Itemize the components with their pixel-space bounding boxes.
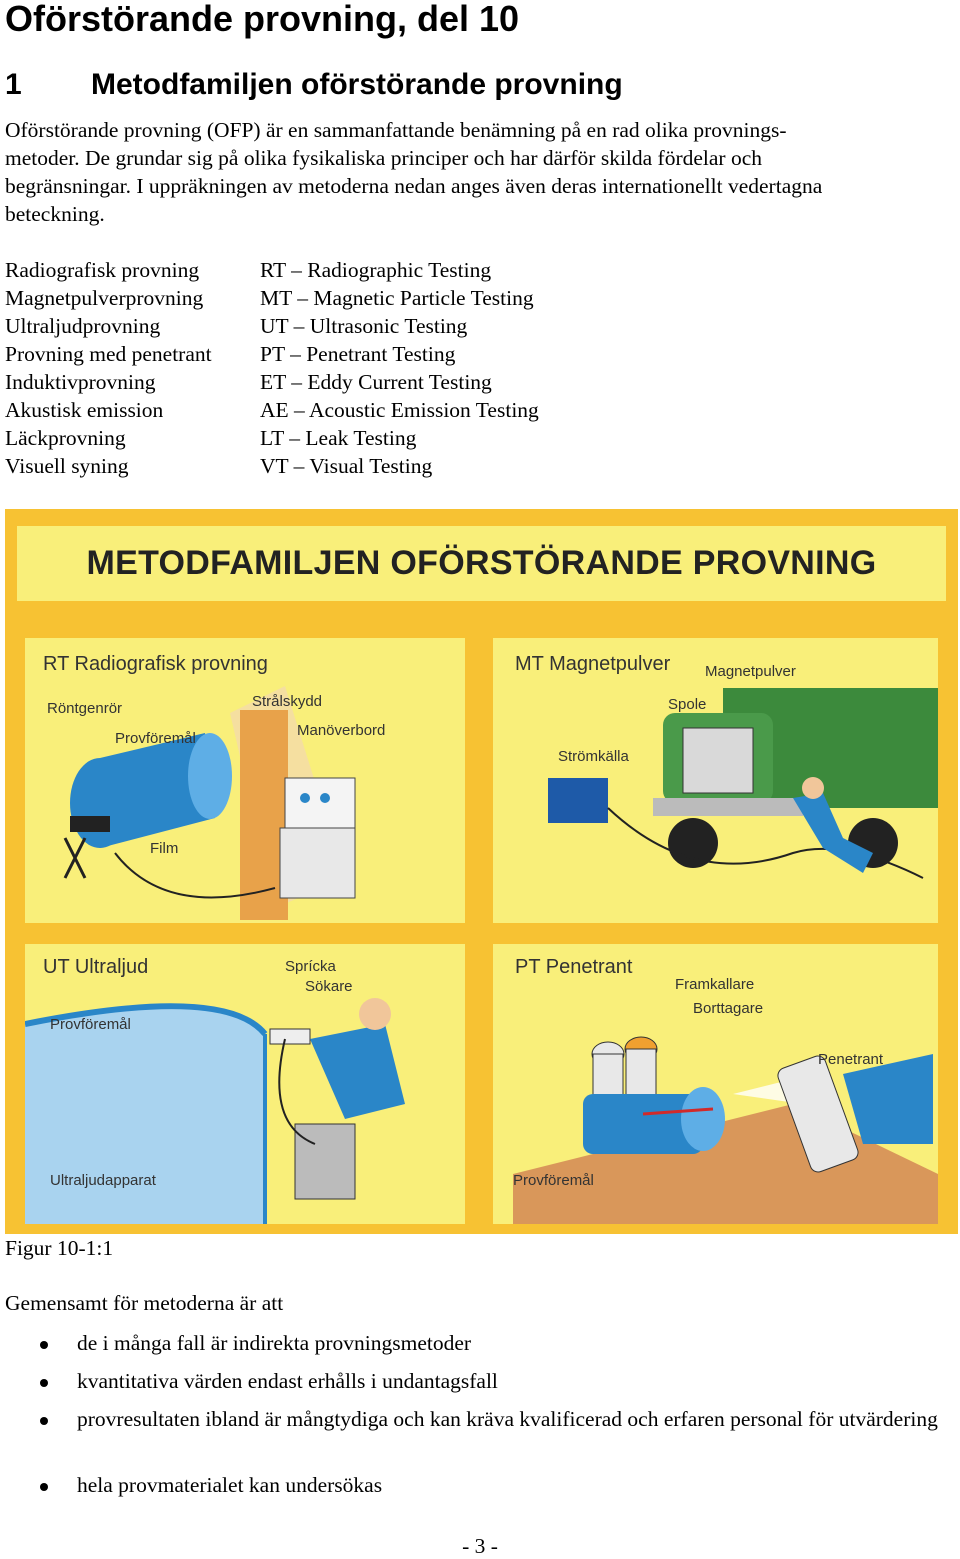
- figure-heading-text: METODFAMILJEN OFÖRSTÖRANDE PROVNING: [86, 544, 877, 582]
- mt-label: Magnetpulver: [705, 663, 796, 680]
- method-english: UT – Ultrasonic Testing: [260, 314, 468, 338]
- pt-panel: [493, 944, 938, 1224]
- rt-title: RT Radiografisk provning: [43, 653, 268, 675]
- section-number: 1: [5, 68, 22, 101]
- ut-label: Provföremål: [50, 1016, 131, 1033]
- intro-line: Oförstörande provning (OFP) är en sammanfattande benämning på en rad olika provnings-: [5, 118, 787, 142]
- section-title: Metodfamiljen oförstörande provning: [91, 68, 623, 101]
- mt-panel: [493, 638, 938, 923]
- bullet-dot: [40, 1483, 48, 1491]
- method-swedish: Induktivprovning: [5, 370, 156, 394]
- method-swedish: Radiografisk provning: [5, 258, 200, 282]
- bullet-dot: [40, 1379, 48, 1387]
- method-swedish: Ultraljudprovning: [5, 314, 161, 338]
- method-swedish: Visuell syning: [5, 454, 129, 478]
- method-english: RT – Radiographic Testing: [260, 258, 492, 282]
- method-swedish: Akustisk emission: [5, 398, 164, 422]
- bullet-text: de i många fall är indirekta provningsmetoder: [77, 1331, 472, 1355]
- intro-line: beteckning.: [5, 202, 105, 226]
- pt-label: Provföremål: [513, 1172, 594, 1189]
- rt-label: Röntgenrör: [47, 700, 123, 717]
- bullet-text: kvantitativa värden endast erhålls i undantagsfall: [77, 1369, 498, 1393]
- document-title: Oförstörande provning, del 10: [5, 0, 520, 39]
- ut-title: UT Ultraljud: [43, 956, 149, 978]
- intro-paragraph: [5, 116, 950, 228]
- mt-illustration: [493, 638, 938, 923]
- mt-label: Spole: [668, 696, 707, 713]
- pt-label: Borttagare: [693, 1000, 764, 1017]
- ut-label: Ultraljudapparat: [50, 1172, 156, 1189]
- method-swedish: Magnetpulverprovning: [5, 286, 204, 310]
- method-swedish: Läckprovning: [5, 426, 126, 450]
- ndt-methods-figure: [5, 509, 958, 1234]
- rt-label: Film: [150, 840, 179, 857]
- ut-label: Sökare: [305, 978, 353, 995]
- mt-label: Strömkälla: [558, 748, 629, 765]
- section-heading: [5, 68, 623, 102]
- method-swedish: Provning med penetrant: [5, 342, 212, 366]
- ut-panel: [25, 944, 465, 1224]
- bullet-text: provresultaten ibland är mångtydiga och kan kräva kvalificerad och erfaren personal för utvärdering: [77, 1407, 938, 1431]
- method-english: PT – Penetrant Testing: [260, 342, 456, 366]
- method-english: LT – Leak Testing: [260, 426, 417, 450]
- rt-panel: [25, 638, 465, 923]
- figure-caption: Figur 10-1:1: [5, 1236, 114, 1260]
- rt-label: Strålskydd: [252, 693, 323, 710]
- method-english: VT – Visual Testing: [260, 454, 433, 478]
- rt-illustration: [25, 638, 465, 923]
- bullet-dot: [40, 1341, 48, 1349]
- pt-title: PT Penetrant: [515, 956, 633, 978]
- figure-heading: [17, 526, 946, 601]
- pt-label: Framkallare: [675, 976, 755, 993]
- intro-line: begränsningar. I uppräkningen av metoderna nedan anges även deras internationellt vedertagna: [5, 174, 823, 198]
- method-english: AE – Acoustic Emission Testing: [260, 398, 539, 422]
- page-number: - 3 -: [462, 1534, 498, 1558]
- pt-label: Penetrant: [818, 1051, 884, 1068]
- common-intro: Gemensamt för metoderna är att: [5, 1291, 284, 1315]
- mt-title: MT Magnetpulver: [515, 653, 671, 675]
- rt-label: Provföremål: [115, 730, 196, 747]
- rt-label: Manöverbord: [297, 722, 386, 739]
- method-english: MT – Magnetic Particle Testing: [260, 286, 534, 310]
- bullet-text: hela provmaterialet kan undersökas: [77, 1473, 383, 1497]
- method-english: ET – Eddy Current Testing: [260, 370, 492, 394]
- intro-line: metoder. De grundar sig på olika fysikaliska principer och har därför skilda fördelar och: [5, 146, 763, 170]
- ut-label: Sprícka: [285, 958, 336, 975]
- bullet-dot: [40, 1417, 48, 1425]
